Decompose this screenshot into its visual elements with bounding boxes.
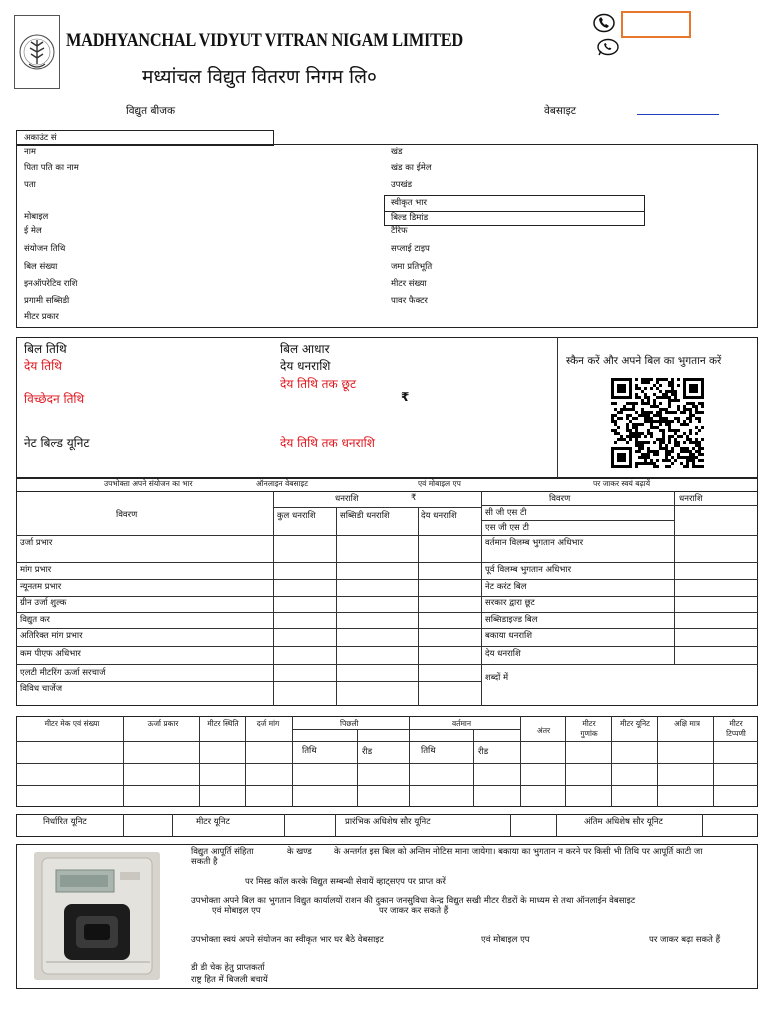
field-supply-type: सप्लाई टाइप (391, 244, 430, 254)
charge-row-lt-metering: एलटी मीटरिंग ऊर्जा सरचार्ज (20, 668, 106, 678)
right-amount-header: धनराशि (679, 494, 703, 504)
notice-load-cont: पर जाकर बढ़ा सकते हैं (649, 935, 721, 945)
amount-by-due-date-label: देय तिथि तक धनराशि (280, 436, 375, 450)
row-arrears: बकाया धनराशि (485, 631, 533, 641)
notice-code-b: के खण्ड (287, 847, 312, 857)
col-total-amount: कुल धनराशि (277, 511, 316, 521)
initial-solar-label: प्रारंभिक अधिशेष सौर यूनिट (345, 817, 431, 827)
final-solar-label: अंतिम अधिशेष सौर यूनिट (584, 817, 663, 827)
field-father-name: पिता पति का नाम (24, 163, 79, 173)
logo-emblem (15, 16, 59, 88)
company-name-hi: मध्यांचल विद्युत वितरण निगम लि० (142, 66, 377, 88)
company-name-en: MADHYANCHAL VIDYUT VITRAN NIGAM LIMITED (66, 30, 463, 51)
notice-missed-call: पर मिस्ड कॉल करके विद्युत सम्बन्धी सेवायें व्हाट्सएप पर प्राप्त करें (245, 877, 446, 887)
phone-icon (593, 13, 615, 33)
load-notice-part2: ऑनलाइन वेबसाइट (256, 479, 309, 488)
field-email: ई मेल (24, 226, 42, 236)
net-billed-unit-label: नेट बिल्ड यूनिट (24, 436, 90, 450)
field-division: खंड (391, 147, 403, 157)
qr-code[interactable] (611, 378, 704, 468)
prev-date-label: तिथि (302, 746, 317, 756)
bill-basis-label: बिल आधार (280, 342, 330, 356)
field-inoperative-amount: इनऑपरेटिव राशि (24, 279, 78, 289)
field-meter-number: मीटर संख्या (391, 279, 427, 289)
field-name: नाम (24, 147, 37, 157)
meter-col-unit: मीटर यूनिट (620, 719, 650, 728)
row-current-lps: वर्तमान विलम्ब भुगतान अधिभार (485, 538, 584, 548)
field-power-factor: पावर फैक्टर (391, 296, 428, 306)
meter-col-quantity: अक्षि मात्र (673, 719, 700, 728)
account-number-label: अकाउंट सं (24, 133, 57, 143)
meter-col-previous: पिछली (340, 719, 359, 728)
load-notice-part3: एवं मोबाइल एप (418, 479, 461, 488)
field-tariff: टैरिफ (391, 226, 408, 236)
divider (557, 337, 558, 478)
meter-photo (34, 852, 160, 980)
meter-col-energy-type: ऊर्जा प्रकार (147, 719, 179, 728)
due-date-label: देय तिथि (24, 359, 62, 373)
row-govt-rebate: सरकार द्वारा छूट (485, 598, 535, 608)
row-in-words: शब्दों में (485, 673, 509, 683)
field-bill-number: बिल संख्या (24, 262, 58, 272)
meter-unit-label: मीटर यूनिट (196, 817, 230, 827)
row-net-current-bill: नेट करंट बिल (485, 582, 527, 592)
charges-table (16, 491, 758, 706)
meter-col-make: मीटर मेक एवं संख्या (44, 719, 100, 728)
notice-save-electricity: राष्ट्र हित में बिजली बचायें (191, 975, 268, 985)
scan-to-pay-text: स्कैन करें और अपने बिल का भुगतान करें (566, 355, 722, 367)
row-subsidized-bill: सब्सिडाइज्ड बिल (485, 615, 538, 625)
meter-col-difference: अंतर (537, 726, 551, 735)
contact-number-box (621, 11, 691, 38)
row-payable-amount: देय धनराशि (485, 649, 521, 659)
assessed-unit-label: निर्धारित यूनिट (43, 817, 87, 827)
row-previous-lps: पूर्व विलम्ब भुगतान अधिभार (485, 565, 572, 575)
rupee-symbol: ₹ (401, 390, 410, 404)
meter-col-recorded-demand: दर्ज मांग (256, 719, 280, 728)
whatsapp-icon (597, 38, 619, 56)
field-connection-date: संयोजन तिथि (24, 244, 66, 254)
field-division-email: खंड का ईमेल (391, 163, 432, 173)
bill-title: विद्युत बीजक (126, 105, 176, 117)
field-mobile: मोबाइल (24, 212, 49, 222)
right-desc-header: विवरण (549, 494, 571, 504)
row-sgst: एस जी एस टी (485, 523, 529, 533)
company-logo (14, 15, 60, 89)
charges-amount-header: धनराशि (335, 494, 359, 504)
bill-date-label: बिल तिथि (24, 342, 67, 356)
field-sanctioned-load: स्वीकृत भार (391, 198, 427, 208)
notice-final-notice-cont: सकती है (191, 857, 218, 867)
account-details-box (16, 144, 758, 328)
row-cgst: सी जी एस टी (485, 508, 527, 518)
notice-payment-cont: पर जाकर कर सकते हैं (379, 906, 449, 916)
notice-load-app: एवं मोबाइल एप (481, 935, 530, 945)
curr-read-label: रीड (478, 747, 489, 757)
account-number-field (16, 130, 274, 146)
field-progressive-subsidy: प्रगामी सब्सिडी (24, 296, 70, 306)
meter-col-remarks: मीटर टिप्पणी (726, 719, 746, 738)
charge-row-minimum: न्यूनतम प्रभार (20, 582, 62, 592)
charges-desc-header: विवरण (116, 510, 138, 520)
website-link[interactable] (637, 114, 719, 115)
notice-payment-channels: उपभोक्ता अपने बिल का भुगतान विद्युत कार्यालयों राशन की दुकान जनसुविधा केन्द्र विद्युत सखी मीटर रीडरों के माध्यम से तथा ऑनलाईन वेबसाइट (191, 896, 636, 906)
charge-row-demand: मांग प्रभार (20, 565, 52, 575)
col-payable-amount: देय धनराशि (421, 511, 457, 521)
payable-amount-label: देय धनराशि (280, 359, 331, 373)
field-address: पता (24, 180, 36, 190)
website-label: वेबसाइट (544, 105, 577, 117)
charge-row-energy: उर्जा प्रभार (20, 538, 53, 548)
col-subsidy-amount: सब्सिडी धनराशि (340, 511, 390, 521)
charge-row-extra-demand: अतिरिक्त मांग प्रभार (20, 631, 83, 641)
field-meter-type: मीटर प्रकार (24, 312, 59, 322)
meter-col-status: मीटर स्थिति (207, 719, 239, 728)
disconnection-date-label: विच्छेदन तिथि (24, 392, 85, 406)
prev-read-label: रीड (362, 747, 373, 757)
notice-payment-app: एवं मोबाइल एप (212, 906, 261, 916)
meter-col-current: वर्तमान (452, 719, 472, 728)
load-notice-part4: पर जाकर स्वयं बढ़ायें (593, 479, 651, 488)
charges-rupee: ₹ (411, 493, 417, 503)
charge-row-electricity-duty: विद्युत कर (20, 615, 50, 625)
meter-col-multiplier: मीटर गुणांक (580, 719, 598, 738)
rebate-label: देय तिथि तक छूट (280, 377, 357, 391)
notice-code-a: विद्युत आपूर्ति संहिता (191, 847, 254, 857)
notice-dd-cheque: डी डी चेक हेतु प्राप्तकर्ता (191, 963, 265, 973)
notice-load-website: उपभोक्ता स्वयं अपने संयोजन का स्वीकृत भार घर बैठे वेबसाइट (191, 935, 384, 945)
notice-final-notice: के अन्तर्गत इस बिल को अन्तिम नोटिस माना जायेगा। बकाया का भुगतान न करने पर किसी भी तिथि पर आपूर्ति काटी जा (334, 847, 703, 857)
field-subdivision: उपखंड (391, 180, 412, 190)
curr-date-label: तिथि (421, 746, 436, 756)
field-billed-demand: बिल्ड डिमांड (391, 213, 429, 223)
charge-row-low-pf: कम पीएफ अधिभार (20, 649, 81, 659)
load-notice-part1: उपभोक्ता अपने संयोजन का भार (104, 479, 193, 488)
charge-row-green-energy: ग्रीन उर्जा शुल्क (20, 598, 67, 608)
field-security-deposit: जमा प्रतिभूति (391, 262, 433, 272)
charge-row-misc: विविध चार्जेज (20, 684, 62, 694)
